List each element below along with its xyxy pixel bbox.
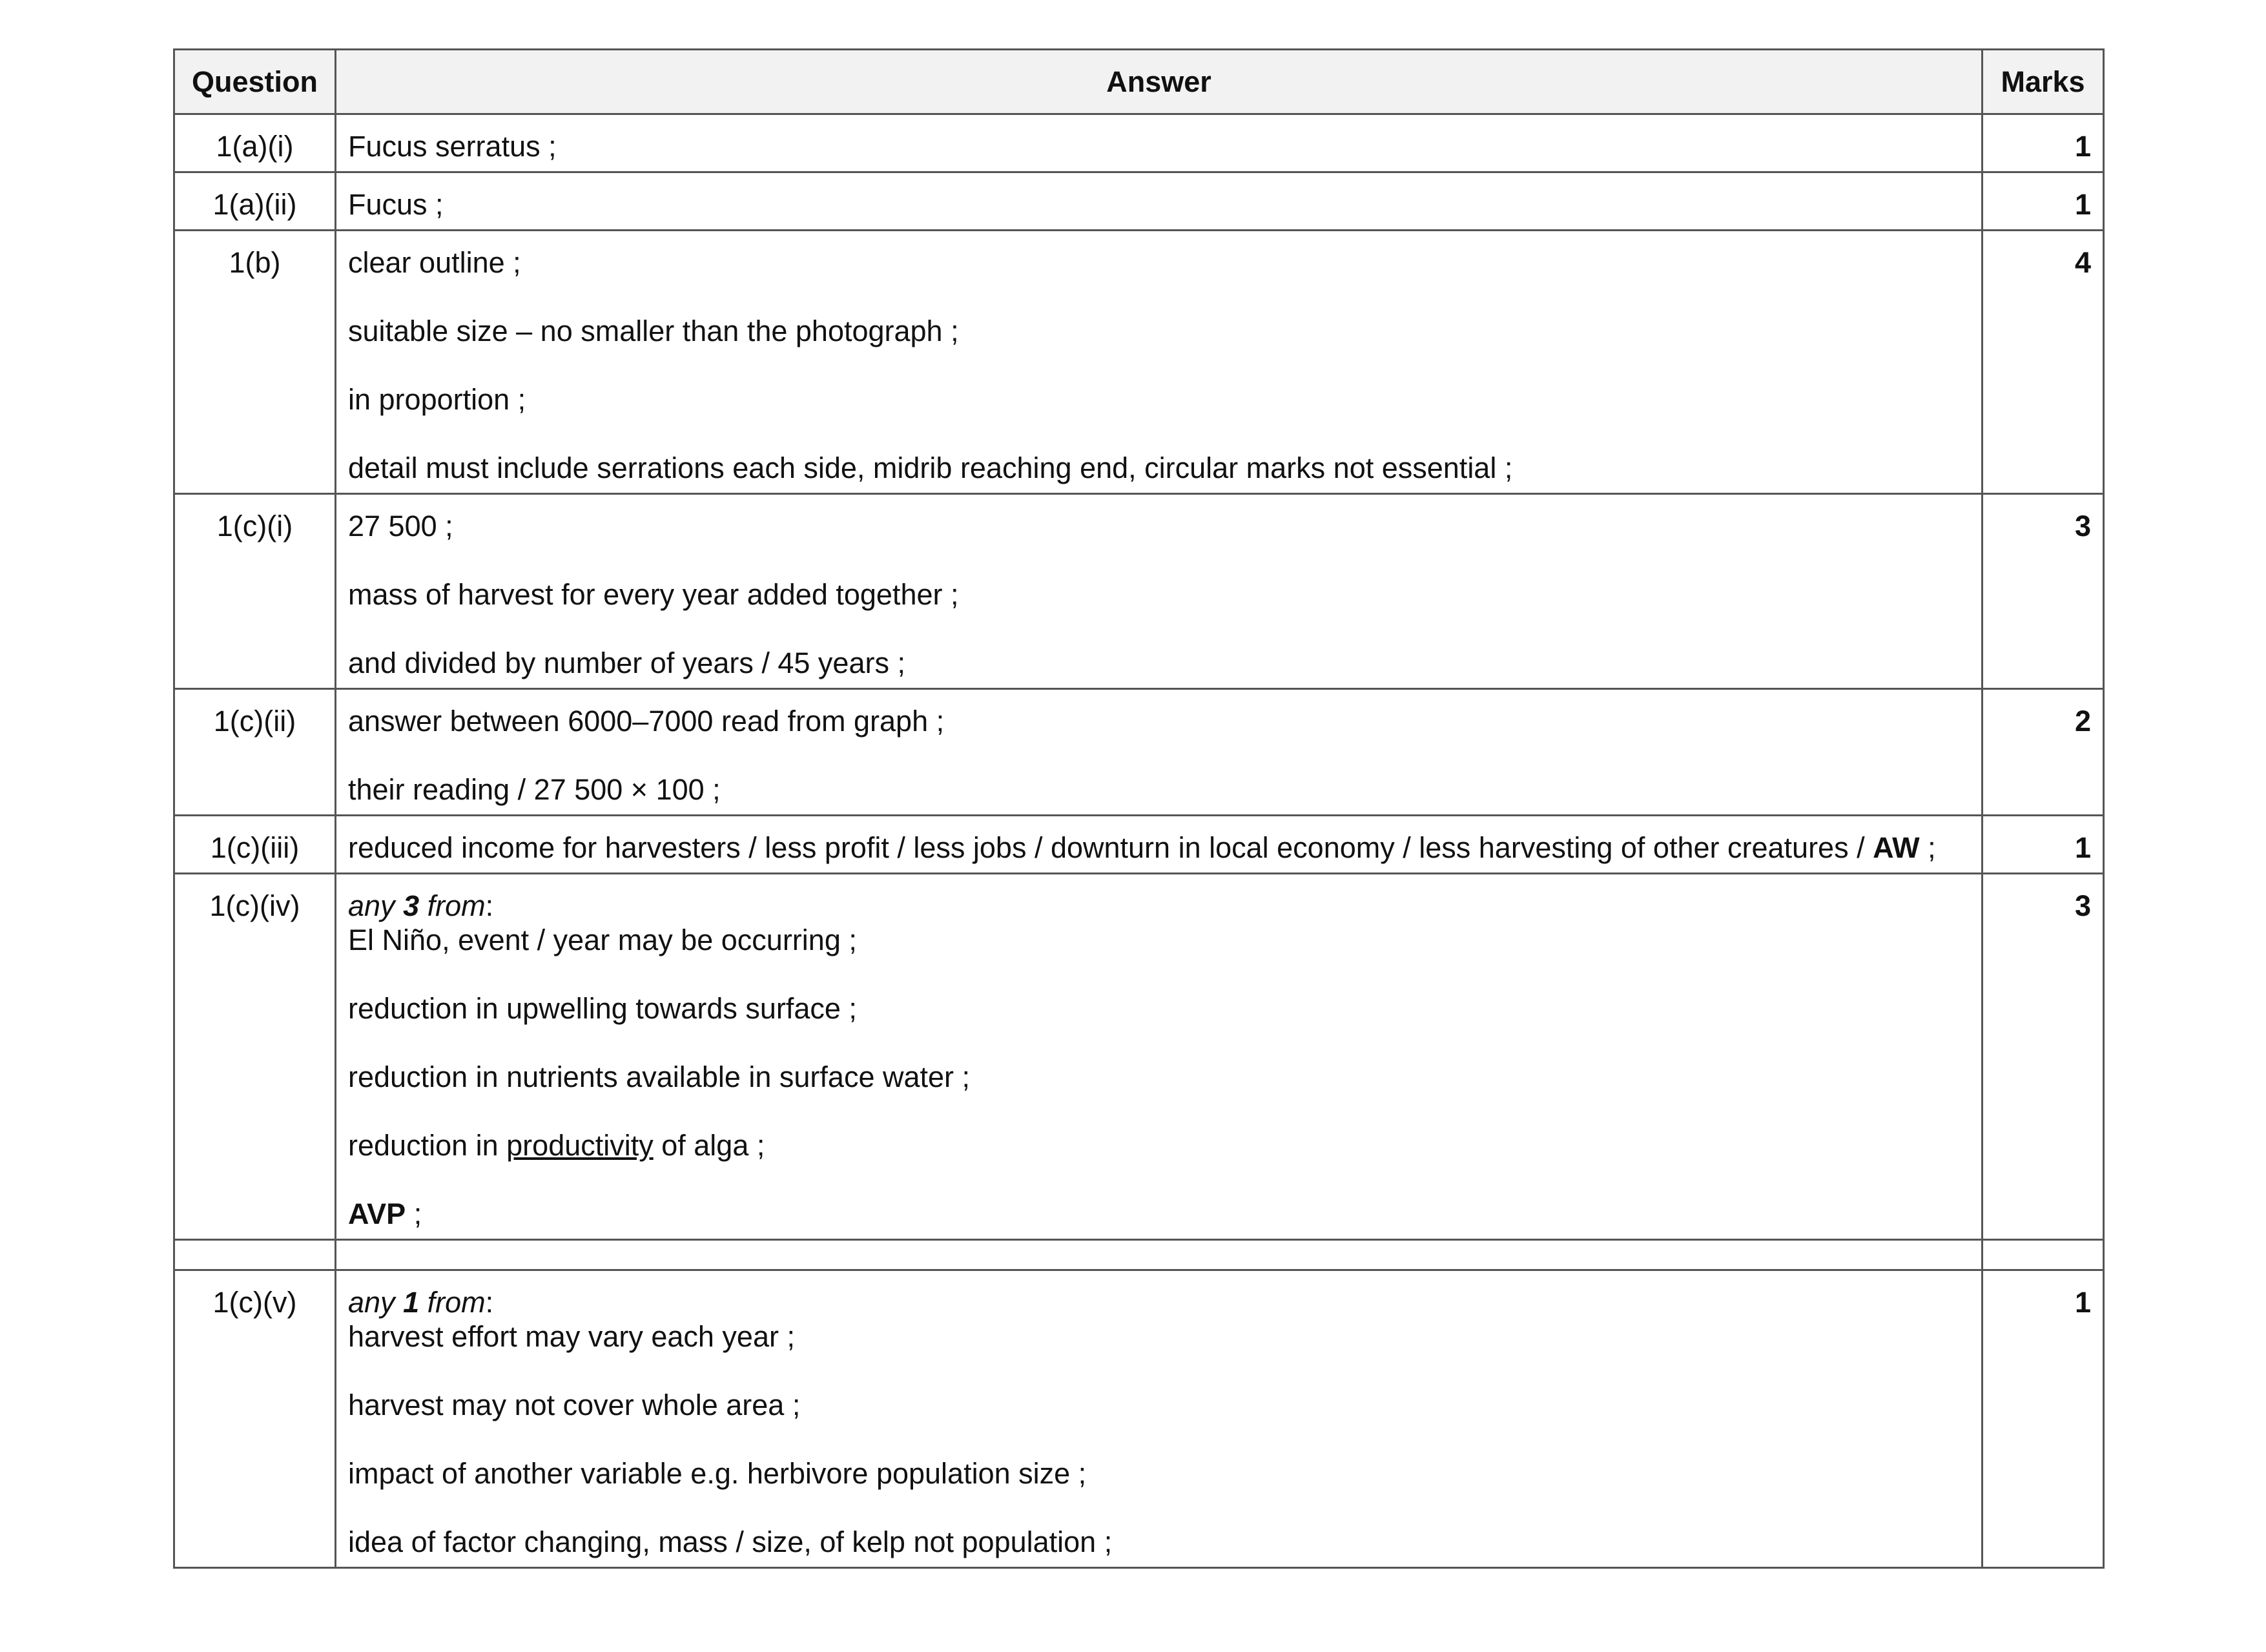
question-number: 1(c)(ii) bbox=[174, 689, 336, 816]
mark-scheme-sheet bbox=[173, 48, 2103, 1569]
answer-line bbox=[348, 831, 1970, 865]
table-row bbox=[174, 1270, 2104, 1568]
lead-number: 1 bbox=[403, 1286, 420, 1319]
table-row bbox=[174, 114, 2104, 172]
table-header bbox=[174, 50, 2104, 114]
marks-value: 1 bbox=[1983, 114, 2104, 172]
separator-cell bbox=[174, 1240, 336, 1270]
lead-colon: : bbox=[485, 1286, 494, 1319]
question-number: 1(c)(v) bbox=[174, 1270, 336, 1568]
marks-value: 1 bbox=[1983, 172, 2104, 231]
marks-value: 1 bbox=[1983, 1270, 2104, 1568]
table-row bbox=[174, 172, 2104, 231]
table-row bbox=[174, 874, 2104, 1240]
avp-abbreviation: AVP bbox=[348, 1197, 406, 1230]
answer-line: El Niño, event / year may be occurring ; bbox=[348, 924, 857, 956]
answer-line: suitable size – no smaller than the photograph ; bbox=[348, 315, 959, 347]
marks-value: 3 bbox=[1983, 494, 2104, 689]
answer-text: of alga ; bbox=[653, 1129, 765, 1162]
header-marks: Marks bbox=[1983, 50, 2104, 114]
answer-line bbox=[348, 1128, 1970, 1162]
answer-line: impact of another variable e.g. herbivore population size ; bbox=[348, 1457, 1087, 1490]
marks-value: 2 bbox=[1983, 689, 2104, 816]
answer-text: reduction in bbox=[348, 1129, 507, 1162]
answer-line: their reading / 27 500 × 100 ; bbox=[348, 773, 721, 806]
marks-value: 3 bbox=[1983, 874, 2104, 1240]
question-number: 1(b) bbox=[174, 231, 336, 494]
answer-line: detail must include serrations each side, midrib reaching end, circular marks not essential ; bbox=[348, 451, 1513, 484]
answer-cell bbox=[336, 874, 1983, 1240]
answer-line: and divided by number of years / 45 years ; bbox=[348, 646, 905, 679]
header-question: Question bbox=[174, 50, 336, 114]
lead-colon: : bbox=[485, 889, 494, 922]
answer-line: harvest may not cover whole area ; bbox=[348, 1389, 801, 1421]
table-row bbox=[174, 231, 2104, 494]
answer-cell bbox=[336, 494, 1983, 689]
answer-text: ; bbox=[1919, 831, 1936, 864]
answer-lead bbox=[348, 1285, 1970, 1319]
lead-text: any bbox=[348, 1286, 404, 1319]
answer-line: mass of harvest for every year added together ; bbox=[348, 578, 959, 611]
answer-cell bbox=[336, 114, 1983, 172]
table-row bbox=[174, 689, 2104, 816]
answer-line: Fucus ; bbox=[348, 188, 444, 221]
answer-line: clear outline ; bbox=[348, 246, 521, 279]
answer-line: in proportion ; bbox=[348, 383, 526, 416]
table-separator bbox=[174, 1240, 2104, 1270]
separator-cell bbox=[1983, 1240, 2104, 1270]
answer-line: reduction in nutrients available in surface water ; bbox=[348, 1060, 971, 1093]
answer-line: answer between 6000–7000 read from graph ; bbox=[348, 705, 945, 738]
lead-text: from bbox=[419, 1286, 486, 1319]
question-number: 1(c)(i) bbox=[174, 494, 336, 689]
question-number: 1(c)(iii) bbox=[174, 816, 336, 874]
question-number: 1(c)(iv) bbox=[174, 874, 336, 1240]
marks-value: 1 bbox=[1983, 816, 2104, 874]
mark-scheme-table bbox=[173, 48, 2105, 1569]
header-answer: Answer bbox=[336, 50, 1983, 114]
lead-text: any bbox=[348, 889, 404, 922]
marks-value: 4 bbox=[1983, 231, 2104, 494]
answer-line: idea of factor changing, mass / size, of kelp not population ; bbox=[348, 1525, 1113, 1558]
answer-cell bbox=[336, 816, 1983, 874]
answer-line: 27 500 ; bbox=[348, 510, 453, 542]
answer-lead bbox=[348, 889, 1970, 923]
lead-number: 3 bbox=[403, 889, 420, 922]
table-row bbox=[174, 816, 2104, 874]
answer-line: reduction in upwelling towards surface ; bbox=[348, 992, 857, 1025]
header-row bbox=[174, 50, 2104, 114]
answer-cell bbox=[336, 231, 1983, 494]
answer-cell bbox=[336, 689, 1983, 816]
lead-text: from bbox=[419, 889, 486, 922]
answer-text: ; bbox=[406, 1197, 422, 1230]
separator-cell bbox=[336, 1240, 1983, 1270]
question-number: 1(a)(ii) bbox=[174, 172, 336, 231]
answer-line: harvest effort may vary each year ; bbox=[348, 1320, 795, 1353]
answer-cell bbox=[336, 1270, 1983, 1568]
answer-line bbox=[348, 1197, 1970, 1231]
aw-abbreviation: AW bbox=[1873, 831, 1920, 864]
underlined-term: productivity bbox=[506, 1129, 654, 1162]
table-row bbox=[174, 494, 2104, 689]
answer-line: Fucus serratus ; bbox=[348, 130, 557, 163]
answer-cell bbox=[336, 172, 1983, 231]
answer-text: reduced income for harvesters / less profit / less jobs / downturn in local economy / less harvesting of other creatures / bbox=[348, 831, 1873, 864]
question-number: 1(a)(i) bbox=[174, 114, 336, 172]
